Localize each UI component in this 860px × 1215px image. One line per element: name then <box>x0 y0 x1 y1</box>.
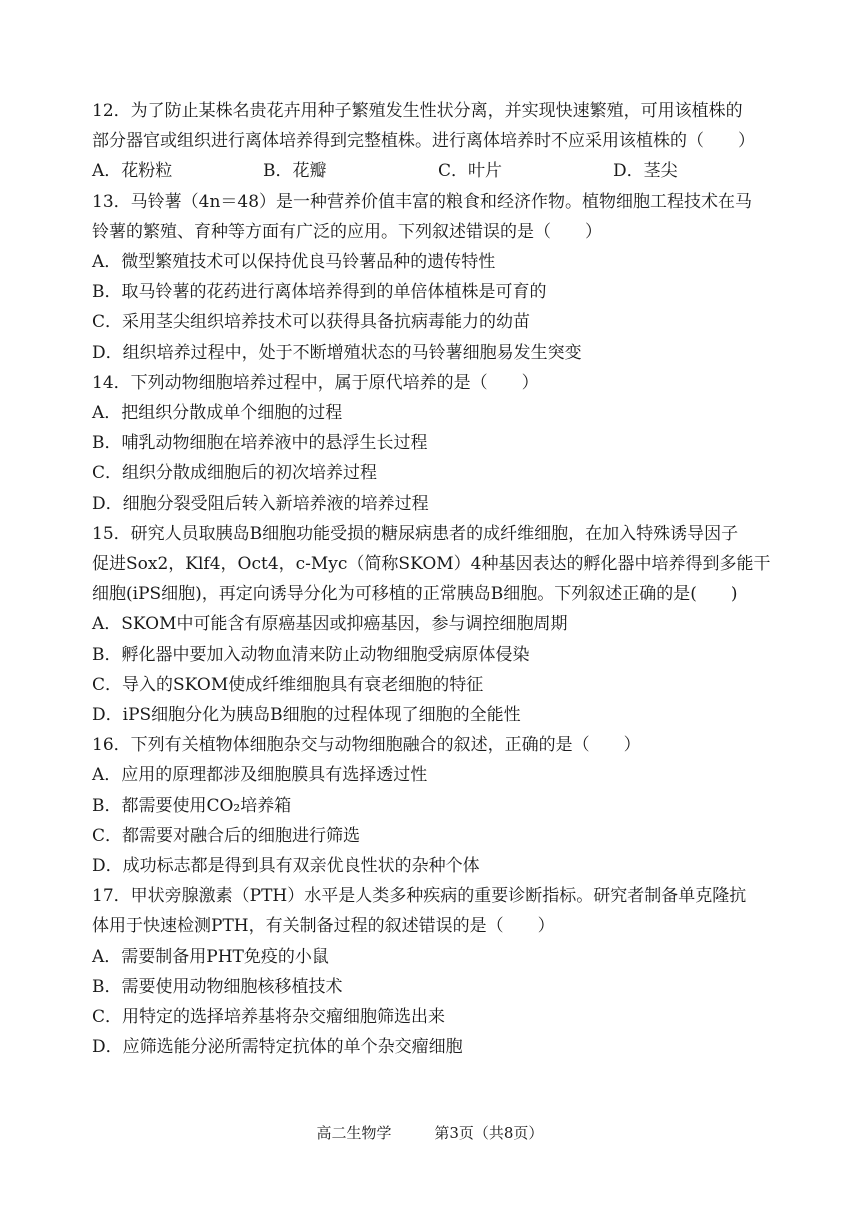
option-b: B．哺乳动物细胞在培养液中的悬浮生长过程 <box>92 433 428 454</box>
footer-subject: 高二生物学 <box>316 1124 392 1142</box>
question-stem-line: 12．为了防止某株名贵花卉用种子繁殖发生性状分离，并实现快速繁殖，可用该植株的 <box>92 101 743 121</box>
option-c: C．采用茎尖组织培养技术可以获得具备抗病毒能力的幼苗 <box>92 312 531 333</box>
option-d: D．iPS细胞分化为胰岛B细胞的过程体现了细胞的全能性 <box>92 705 521 726</box>
question-stem-line: 铃薯的繁殖、育种等方面有广泛的应用。下列叙述错误的是（ ） <box>92 221 602 242</box>
option-c: C．用特定的选择培养基将杂交瘤细胞筛选出来 <box>92 1007 446 1028</box>
question-stem-line: 16．下列有关植物体细胞杂交与动物细胞融合的叙述，正确的是（ ） <box>92 735 641 756</box>
question-13 <box>92 187 782 368</box>
question-stem-line: 15．研究人员取胰岛B细胞功能受损的糖尿病患者的成纤维细胞，在加入特殊诱导因子 <box>92 523 739 544</box>
question-stem-line: 14．下列动物细胞培养过程中，属于原代培养的是（ ） <box>92 372 539 393</box>
option-a: A．微型繁殖技术可以保持优良马铃薯品种的遗传特性 <box>92 252 496 273</box>
option-c: C．叶片 <box>438 161 503 182</box>
option-c: C．组织分散成细胞后的初次培养过程 <box>92 463 378 484</box>
question-stem-line: 部分器官或组织进行离体培养得到完整植株。进行离体培养时不应采用该植株的（ ） <box>92 131 755 152</box>
question-stem-line: 17．甲状旁腺激素（PTH）水平是人类多种疾病的重要诊断指标。研究者制备单克隆抗 <box>92 886 747 907</box>
question-12 <box>92 96 782 187</box>
option-a: A．需要制备用PHT免疫的小鼠 <box>92 946 329 967</box>
question-17 <box>92 881 782 1062</box>
question-list <box>92 96 782 1063</box>
option-c: C．都需要对融合后的细胞进行筛选 <box>92 825 361 846</box>
option-d: D．茎尖 <box>613 161 678 182</box>
option-b: B．孵化器中要加入动物血清来防止动物细胞受病原体侵染 <box>92 644 530 665</box>
question-stem-line: 细胞(iPS细胞)，再定向诱导分化为可移植的正常胰岛B细胞。下列叙述正确的是( ) <box>92 584 738 605</box>
question-15 <box>92 519 782 730</box>
question-stem-line: 体用于快速检测PTH，有关制备过程的叙述错误的是（ ） <box>92 916 555 937</box>
option-a: A．花粉粒 <box>92 161 173 182</box>
option-a: A．应用的原理都涉及细胞膜具有选择透过性 <box>92 765 428 786</box>
option-b: B．都需要使用CO₂培养箱 <box>92 795 292 816</box>
option-d: D．成功标志都是得到具有双亲优良性状的杂种个体 <box>92 856 480 877</box>
page-footer <box>0 1122 860 1143</box>
option-b: B．取马铃薯的花药进行离体培养得到的单倍体植株是可育的 <box>92 282 547 303</box>
option-c: C．导入的SKOM使成纤维细胞具有衰老细胞的特征 <box>92 674 484 695</box>
option-d: D．应筛选能分泌所需特定抗体的单个杂交瘤细胞 <box>92 1037 463 1058</box>
question-stem-line: 13．马铃薯（4n＝48）是一种营养价值丰富的粮食和经济作物。植物细胞工程技术在马 <box>92 191 753 212</box>
option-a: A．把组织分散成单个细胞的过程 <box>92 403 343 424</box>
option-a: A．SKOM中可能含有原癌基因或抑癌基因，参与调控细胞周期 <box>92 614 568 635</box>
footer-page-number: 第3页（共8页） <box>434 1124 544 1142</box>
option-row <box>92 156 782 186</box>
option-d: D．组织培养过程中，处于不断增殖状态的马铃薯细胞易发生突变 <box>92 342 582 363</box>
option-b: B．花瓣 <box>263 161 327 182</box>
question-14 <box>92 368 782 519</box>
option-d: D．细胞分裂受阻后转入新培养液的培养过程 <box>92 493 429 514</box>
option-b: B．需要使用动物细胞核移植技术 <box>92 976 343 997</box>
question-stem-line: 促进Sox2，Klf4，Oct4，c-Myc（简称SKOM）4种基因表达的孵化器中培养得到多能干 <box>92 554 771 575</box>
question-16 <box>92 730 782 881</box>
